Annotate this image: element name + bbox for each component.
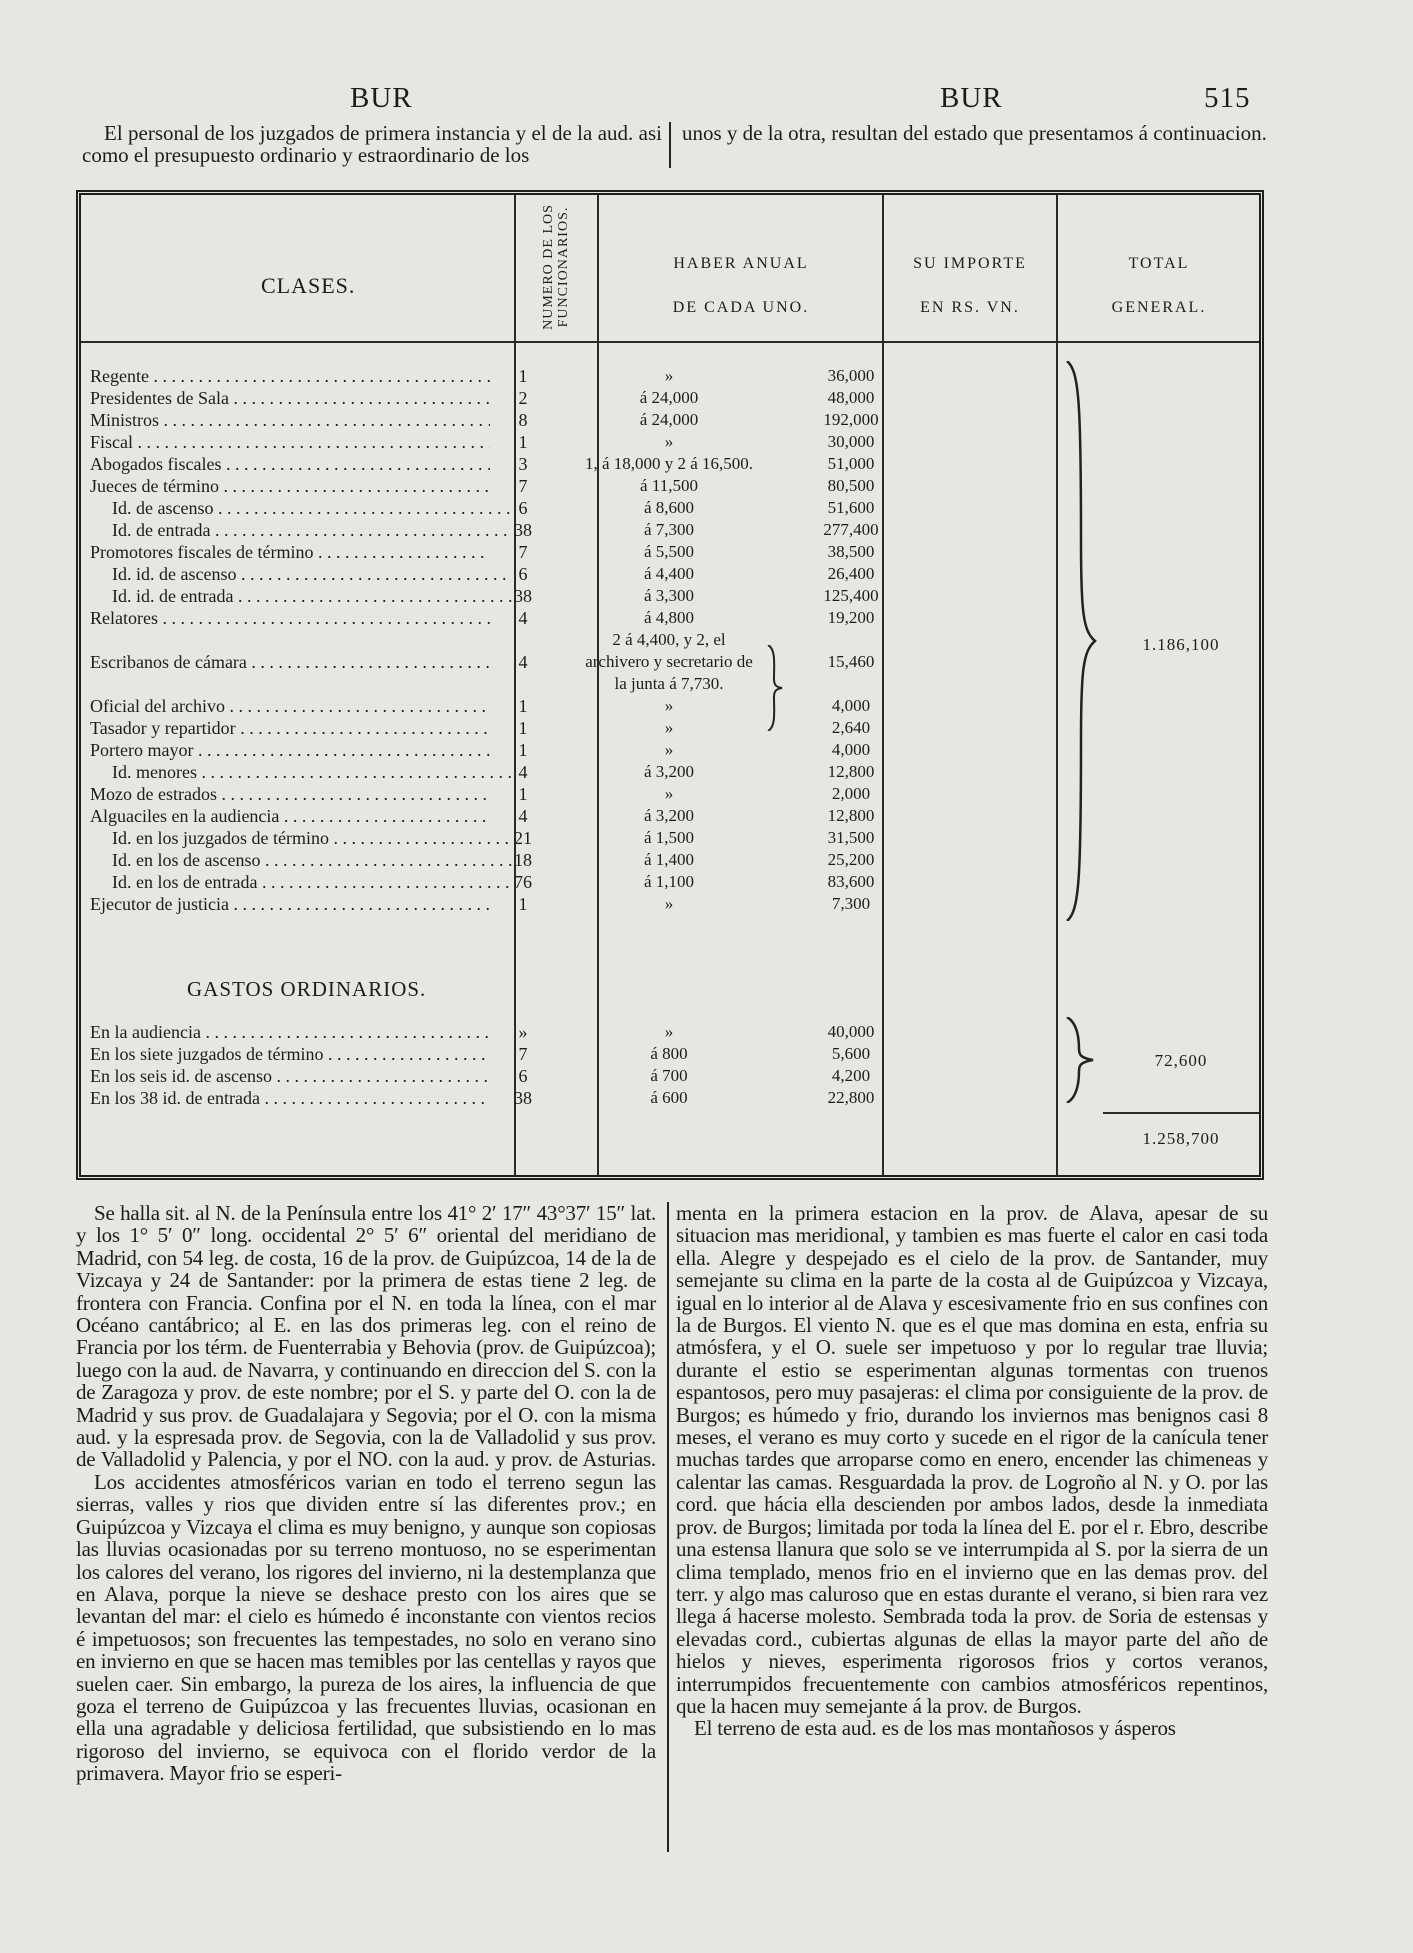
row-clase: Mozo de estrados . . .: [90, 783, 490, 805]
haber-header-2: DE CADA UNO.: [672, 299, 810, 316]
row-haber: á 11,500: [640, 476, 698, 495]
row-clase: Regente . . .: [90, 365, 490, 387]
row-haber: 2 á 4,400, y 2, el: [612, 630, 726, 649]
escribanos-brace-icon: [764, 645, 784, 731]
row-clase: Portero mayor . . .: [90, 739, 490, 761]
row-haber: á 24,000: [639, 388, 699, 407]
intro-right: unos y de la otra, resultan del estado que presentamos á continuacion.: [682, 121, 1267, 145]
row-numero: 1: [518, 366, 528, 386]
column-divider: [669, 122, 671, 168]
row-importe: 48,000: [827, 388, 875, 407]
body-column-right: [676, 1202, 1268, 1740]
row-clase: Ministros . . .: [90, 409, 490, 431]
row-clase: Id. id. de entrada . . .: [90, 585, 512, 607]
paragraph: menta en la primera estacion en la prov. de Alava, apesar de su situacion mas meridional, y tambien es mas fuerte el calor en casi toda ella. Alegre y despejado es el cielo de la prov. de Santander, muy semejante su clima en la parte de la costa al de Guipúzcoa y Vizcaya, igual en lo interior al de Alava y escesivamente frio en sus confines con la de Burgos. El viento N. que es el que mas domina en esta, enfria su atmósfera, y el O. suele ser impetuoso y por lo regular trae lluvia; durante el estio se esperimentan algunas tormentas con truenos espantosos, pero muy pasajeras: el clima por consiguiente de la prov. de Burgos; es húmedo y frio, durando los inviernos mas benignos casi 8 meses, el verano es muy corto y sucede en el rigor de la canícula tener muchas tardes que arroparse como en enero, encender las chimeneas y calentar las camas. Resguardada la prov. de Logroño al N. y O. por las cord. que hácia ella descienden por ambos lados, desde la inmediata prov. de Burgos; limitada por toda la línea del E. por el r. Ebro, describe una estensa llanura que solo se ve interrumpida al S. por la sierra de un clima templado, menos frio en el invierno que en las demas prov. del terr. y algo mas caluroso que en estas durante el verano, si bien rara vez llega á hacerse molesto. Sembrada toda la prov. de Soria de estensas y elevadas cord., cubiertas algunas de ellas la mayor parte del año de hielos y nieves, esperimenta rigorosos frios y cortos veranos, interrumpidos frecuentemente con cambios atmosféricos repentinos, que la hacen muy semejante á la prov. de Burgos.: [676, 1201, 1268, 1718]
budget-table: [76, 190, 1264, 1180]
paragraph: Los accidentes atmosféricos varian en todo el terreno segun las sierras, valles y rios que dividen entre sí las diferentes prov.; en Guipúzcoa y Vizcaya el clima es muy benigno, y aunque son copiosas las lluvias ocasionadas por su terreno montuoso, no se esperimentan los calores del verano, los rigores del invierno, ni la destemplanza que en Alava, porque la nieve se deshace presto con los aires que se levantan del mar: el cielo es húmedo é inconstante con vientos recios é impetuosos; son frecuentes las tempestades, no solo en verano sino en invierno en que se hacen mas temibles por las centellas y rayos que suelen caer. Sin embargo, la pureza de los aires, la influencia de que goza el terreno de Guipúzcoa y las frecuentes lluvias, ocasionan en ella una agradable y deliciosa fertilidad, que subsistiendo en lo mas rigoroso del invierno, se equivoca con el florido verdor de la primavera. Mayor frio se esperi-: [76, 1469, 656, 1786]
row-clase: Id. menores . . .: [90, 761, 512, 783]
row-importe: 19,200: [827, 608, 875, 627]
row-numero: 3: [518, 454, 528, 474]
row-haber: á 3,200: [643, 762, 695, 781]
row-importe: 12,800: [827, 806, 875, 825]
row-haber: 1, á 18,000 y 2 á 16,500.: [584, 454, 754, 473]
row-numero: 18: [514, 850, 532, 870]
row-importe: 80,500: [827, 476, 875, 495]
header-rule: [81, 341, 1259, 343]
row-importe: 25,200: [827, 850, 875, 869]
row-haber: »: [664, 718, 674, 737]
row-numero: 1: [518, 740, 528, 760]
row-importe: 22,800: [827, 1088, 875, 1107]
importe-header-2: EN RS. VN.: [920, 299, 1020, 316]
row-importe: 2,640: [831, 718, 871, 737]
row-haber: á 3,300: [643, 586, 695, 605]
row-haber: á 1,400: [643, 850, 695, 869]
importe-header-1: SU IMPORTE: [913, 255, 1027, 272]
row-numero: 1: [518, 696, 528, 716]
row-haber: á 7,300: [643, 520, 695, 539]
row-importe: 4,200: [831, 1066, 871, 1085]
row-haber: »: [664, 784, 674, 803]
gastos-total: 72,600: [1154, 1051, 1208, 1070]
grand-total: 1.258,700: [1142, 1129, 1220, 1148]
row-importe: 5,600: [831, 1044, 871, 1063]
row-numero: 1: [518, 432, 528, 452]
row-importe: 15,460: [827, 652, 875, 671]
row-haber: á 5,500: [643, 542, 695, 561]
body-column-divider: [667, 1202, 669, 1852]
row-numero: 38: [514, 1088, 532, 1108]
personnel-brace-icon: [1061, 361, 1101, 921]
row-clase: Id. de ascenso . . .: [90, 497, 512, 519]
row-haber: á 24,000: [639, 410, 699, 429]
row-haber: á 800: [650, 1044, 688, 1063]
row-clase: Oficial del archivo . . .: [90, 695, 490, 717]
row-clase: Id. en los de entrada . . .: [90, 871, 512, 893]
row-clase: Id. en los juzgados de término . . .: [90, 827, 512, 849]
row-importe: 51,000: [827, 454, 875, 473]
row-numero: 1: [518, 894, 528, 914]
haber-header-1: HABER ANUAL: [673, 255, 809, 272]
row-importe: 26,400: [827, 564, 875, 583]
gastos-title: GASTOS ORDINARIOS.: [187, 977, 427, 1001]
row-numero: 21: [514, 828, 532, 848]
row-clase: Id. de entrada . . .: [90, 519, 512, 541]
row-haber: á 4,400: [643, 564, 695, 583]
row-haber: á 4,800: [643, 608, 695, 627]
row-importe: 40,000: [827, 1022, 875, 1041]
row-clase: En la audiencia . . .: [90, 1021, 490, 1043]
row-importe: 192,000: [823, 410, 879, 429]
row-haber: á 8,600: [643, 498, 695, 517]
row-numero: 4: [518, 652, 528, 672]
row-haber: »: [664, 740, 674, 759]
row-importe: 38,500: [827, 542, 875, 561]
gastos-brace-icon: [1061, 1017, 1101, 1103]
row-haber: á 600: [650, 1088, 688, 1107]
row-numero: 4: [518, 806, 528, 826]
row-numero: 4: [518, 762, 528, 782]
row-importe: 4,000: [831, 696, 871, 715]
row-haber: á 3,200: [643, 806, 695, 825]
row-haber: »: [664, 1022, 674, 1041]
row-clase: En los seis id. de ascenso . . .: [90, 1065, 490, 1087]
total-rule: [1103, 1112, 1259, 1114]
row-clase: En los 38 id. de entrada . . .: [90, 1087, 490, 1109]
row-importe: 4,000: [831, 740, 871, 759]
row-clase: Relatores . . .: [90, 607, 490, 629]
row-importe: 12,800: [827, 762, 875, 781]
row-haber: »: [664, 432, 674, 451]
running-header-center: BUR: [940, 82, 1003, 114]
row-importe: 83,600: [827, 872, 875, 891]
total-header-2: GENERAL.: [1111, 299, 1207, 316]
row-haber: archivero y secretario de: [585, 652, 753, 671]
row-haber: á 1,500: [643, 828, 695, 847]
row-clase: Escribanos de cámara . . .: [90, 651, 490, 673]
row-haber: »: [664, 696, 674, 715]
row-numero: 6: [518, 564, 528, 584]
row-haber: á 700: [650, 1066, 688, 1085]
paragraph: El terreno de esta aud. es de los mas montañosos y ásperos: [694, 1716, 1176, 1741]
numero-header: NUMERO DE LOS FUNCIONARIOS.: [541, 204, 571, 330]
row-importe: 30,000: [827, 432, 875, 451]
row-importe: 51,600: [827, 498, 875, 517]
row-numero: 38: [514, 586, 532, 606]
row-importe: 36,000: [827, 366, 875, 385]
row-haber: »: [664, 366, 674, 385]
row-numero: 38: [514, 520, 532, 540]
row-clase: Tasador y repartidor . . .: [90, 717, 490, 739]
row-numero: 6: [518, 498, 528, 518]
row-numero: »: [518, 1022, 528, 1042]
body-column-left: [76, 1202, 656, 1785]
row-clase: Presidentes de Sala . . .: [90, 387, 490, 409]
row-clase: En los siete juzgados de término . . .: [90, 1043, 490, 1065]
row-importe: 2,000: [831, 784, 871, 803]
total-header-1: TOTAL: [1128, 255, 1190, 272]
row-numero: 1: [518, 718, 528, 738]
row-clase: Jueces de término . . .: [90, 475, 490, 497]
row-importe: 277,400: [823, 520, 879, 539]
row-clase: Alguaciles en la audiencia . . .: [90, 805, 490, 827]
row-haber: la junta á 7,730.: [614, 674, 724, 693]
personnel-total: 1.186,100: [1142, 635, 1220, 654]
row-clase: Promotores fiscales de término . . .: [90, 541, 490, 563]
row-numero: 7: [518, 542, 528, 562]
paragraph: Se halla sit. al N. de la Península entre los 41° 2′ 17″ 43°37′ 15″ lat. y los 1° 5′ 0″ long. occidental 2° 5′ 6″ oriental del meridiano de Madrid, con 54 leg. de costa, 16 de la prov. de Guipúzcoa, 14 de la de Vizcaya y 24 de Santander: por la primera de estas tiene 2 leg. de frontera con Francia. Confina por el N. en toda la línea, con el mar Océano cantábrico; al E. en las dos primeras leg. con el reino de Francia por los térm. de Fuenterrabia y Behovia (prov. de Guipúzcoa); luego con la aud. de Navarra, y continuando en direccion del S. con la de Zaragoza y prov. de este nombre; por el S. y parte del O. con la de Madrid y sus prov. de Guadalajara y Segovia; por el O. con la misma aud. y la espresada prov. de Segovia, con la de Valladolid y sus prov. de Valladolid y Palencia, y por el NO. con la aud. y prov. de Asturias.: [76, 1201, 656, 1472]
row-importe: 7,300: [831, 894, 871, 913]
row-numero: 76: [514, 872, 532, 892]
row-numero: 7: [518, 1044, 528, 1064]
running-header-left: BUR: [350, 82, 413, 114]
row-clase: Abogados fiscales . . .: [90, 453, 490, 475]
row-haber: »: [664, 894, 674, 913]
row-importe: 125,400: [823, 586, 879, 605]
row-clase: Id. en los de ascenso . . .: [90, 849, 512, 871]
row-clase: Id. id. de ascenso . . .: [90, 563, 512, 585]
row-numero: 7: [518, 476, 528, 496]
row-clase: Ejecutor de justicia . . .: [90, 893, 490, 915]
page-number: 515: [1204, 82, 1251, 114]
clases-header: CLASES.: [261, 273, 356, 298]
row-numero: 4: [518, 608, 528, 628]
row-numero: 1: [518, 784, 528, 804]
row-numero: 6: [518, 1066, 528, 1086]
row-importe: 31,500: [827, 828, 875, 847]
row-clase: Fiscal . . .: [90, 431, 490, 453]
intro-left: El personal de los juzgados de primera instancia y el de la aud. asi como el presupuesto ordinario y estraordinario de los: [82, 121, 662, 167]
row-numero: 2: [518, 388, 528, 408]
row-haber: á 1,100: [643, 872, 695, 891]
row-numero: 8: [518, 410, 528, 430]
